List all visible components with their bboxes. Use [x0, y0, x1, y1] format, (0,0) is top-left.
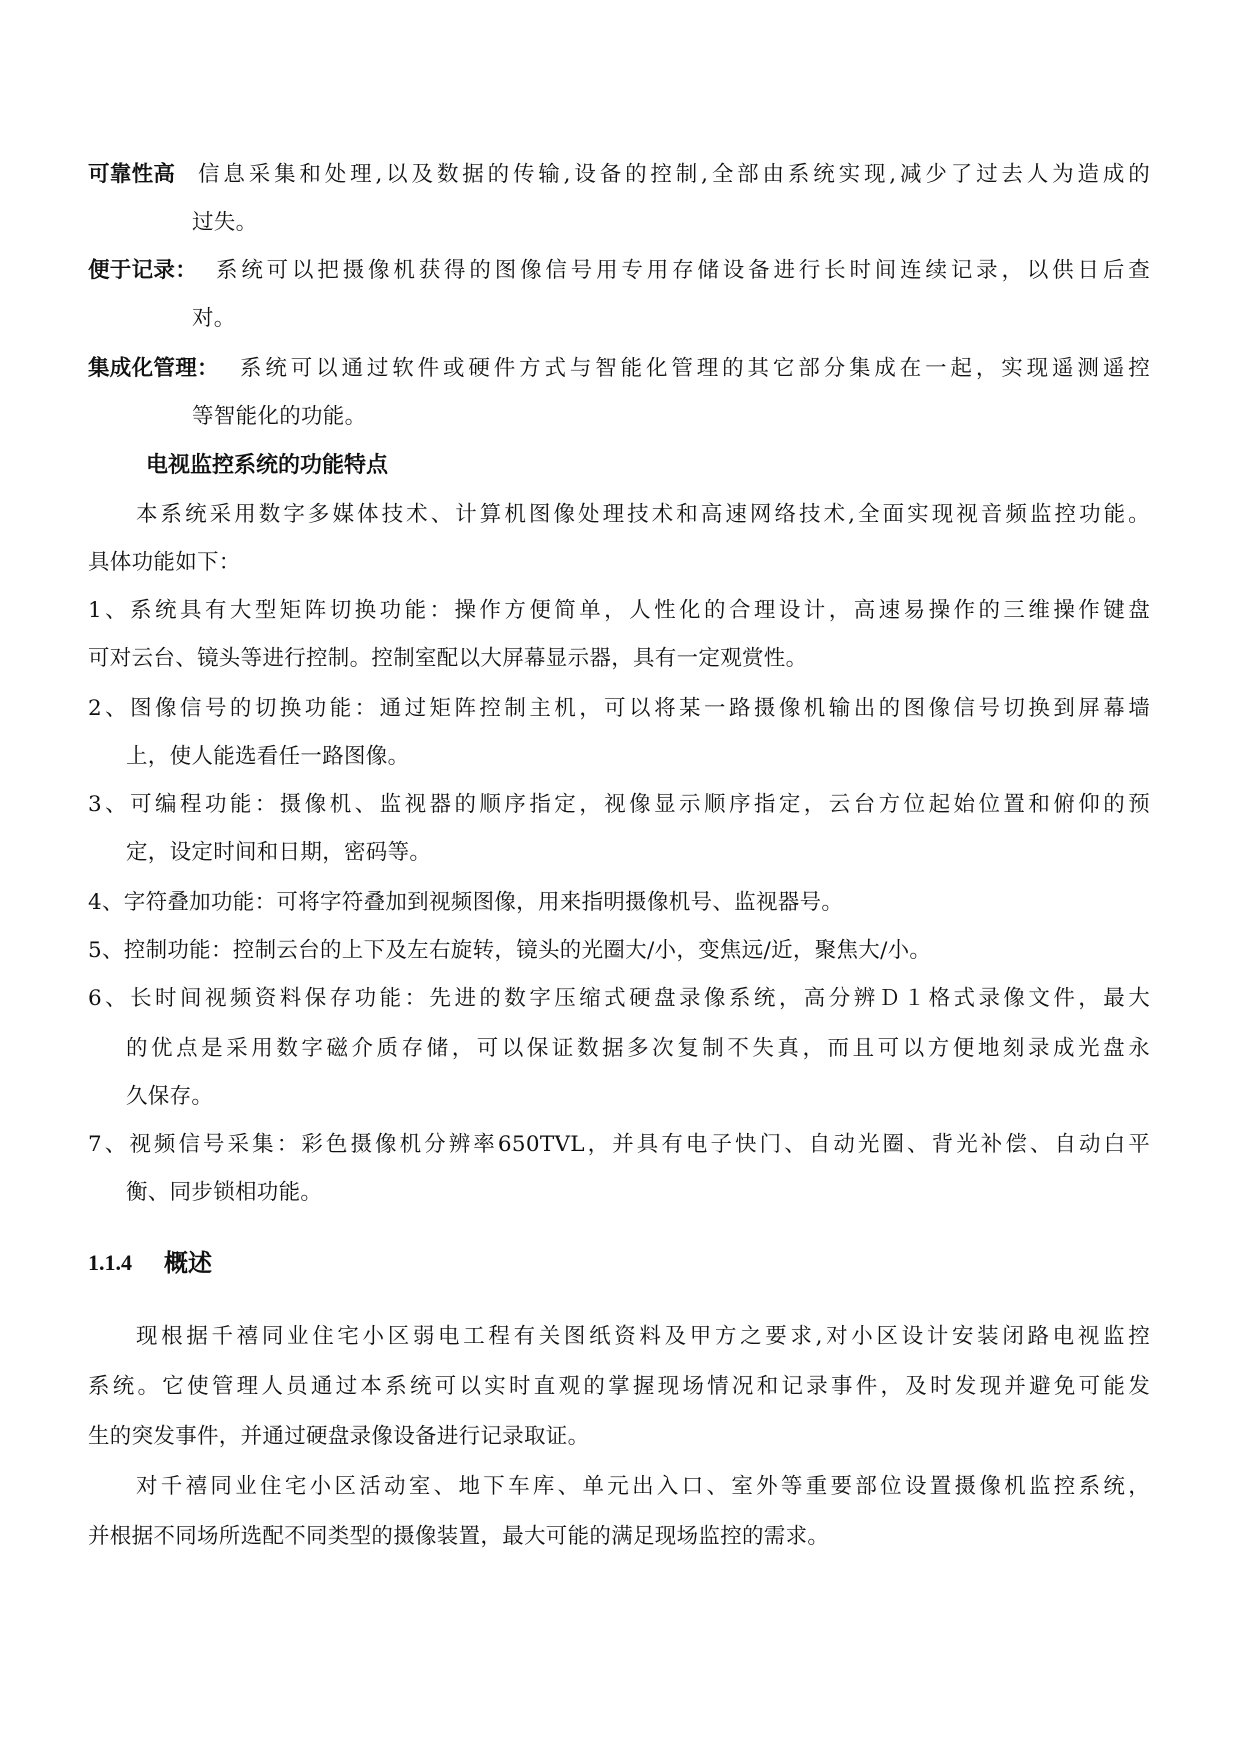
- feature-label-integration: 集成化管理：: [88, 356, 219, 381]
- intro-line-1: 本系统采用数字多媒体技术、计算机图像处理技术和高速网络技术,全面实现视音频监控功能。: [136, 502, 1150, 527]
- feature-text-recording: 系统可以把摄像机获得的图像信号用专用存储设备进行长时间连续记录，以供日后查: [216, 258, 1150, 283]
- list-item-6-cont-2: 久保存。: [126, 1084, 214, 1109]
- list-item-6: 6、长时间视频资料保存功能：先进的数字压缩式硬盘录像系统，高分辨Ｄ１格式录像文件，最大: [88, 986, 1150, 1011]
- feature-text-recording-cont: 对。: [192, 306, 236, 331]
- intro-line-2: 具体功能如下：: [88, 550, 241, 575]
- overview-p1-line-1: 现根据千禧同业住宅小区弱电工程有关图纸资料及甲方之要求,对小区设计安装闭路电视监控: [136, 1324, 1150, 1349]
- list-item-7: 7、视频信号采集：彩色摄像机分辨率650TVL，并具有电子快门、自动光圈、背光补偿、自动白平: [88, 1132, 1150, 1157]
- feature-text-integration: 系统可以通过软件或硬件方式与智能化管理的其它部分集成在一起，实现遥测遥控: [240, 356, 1150, 381]
- feature-text-integration-cont: 等智能化的功能。: [192, 404, 367, 429]
- list-item-1-cont: 可对云台、镜头等进行控制。控制室配以大屏幕显示器，具有一定观赏性。: [88, 646, 808, 671]
- feature-text-reliability-cont: 过失。: [192, 210, 258, 235]
- list-item-6-cont-1: 的优点是采用数字磁介质存储，可以保证数据多次复制不失真，而且可以方便地刻录成光盘永: [126, 1036, 1150, 1061]
- overview-p2-line-1: 对千禧同业住宅小区活动室、地下车库、单元出入口、室外等重要部位设置摄像机监控系统，: [136, 1474, 1150, 1499]
- list-item-3: 3、可编程功能：摄像机、监视器的顺序指定，视像显示顺序指定，云台方位起始位置和俯仰的预: [88, 792, 1150, 817]
- feature-text-reliability: 信息采集和处理,以及数据的传输,设备的控制,全部由系统实现,减少了过去人为造成的: [198, 162, 1150, 187]
- list-item-3-cont: 定，设定时间和日期，密码等。: [126, 840, 432, 865]
- list-item-7-cont: 衡、同步锁相功能。: [126, 1180, 323, 1205]
- overview-p1-line-3: 生的突发事件，并通过硬盘录像设备进行记录取证。: [88, 1424, 590, 1449]
- list-item-2-cont: 上，使人能选看任一路图像。: [126, 744, 410, 769]
- overview-p2-line-2: 并根据不同场所选配不同类型的摄像装置，最大可能的满足现场监控的需求。: [88, 1524, 830, 1549]
- list-item-4: 4、字符叠加功能：可将字符叠加到视频图像，用来指明摄像机号、监视器号。: [88, 890, 844, 915]
- list-item-1: 1、系统具有大型矩阵切换功能：操作方便简单，人性化的合理设计，高速易操作的三维操作键盘: [88, 598, 1150, 623]
- subheading: 电视监控系统的功能特点: [146, 452, 389, 478]
- feature-label-reliability: 可靠性高: [88, 162, 176, 187]
- overview-p1-line-2: 系统。它使管理人员通过本系统可以实时直观的掌握现场情况和记录事件，及时发现并避免可能发: [88, 1374, 1150, 1399]
- list-item-2: 2、图像信号的切换功能：通过矩阵控制主机，可以将某一路摄像机输出的图像信号切换到屏幕墙: [88, 696, 1150, 721]
- list-item-5: 5、控制功能：控制云台的上下及左右旋转，镜头的光圈大/小，变焦远/近，聚焦大/小。: [88, 938, 932, 963]
- feature-label-recording: 便于记录：: [88, 258, 198, 283]
- section-number: 1.1.4: [88, 1250, 132, 1275]
- section-title: 概述: [164, 1248, 212, 1277]
